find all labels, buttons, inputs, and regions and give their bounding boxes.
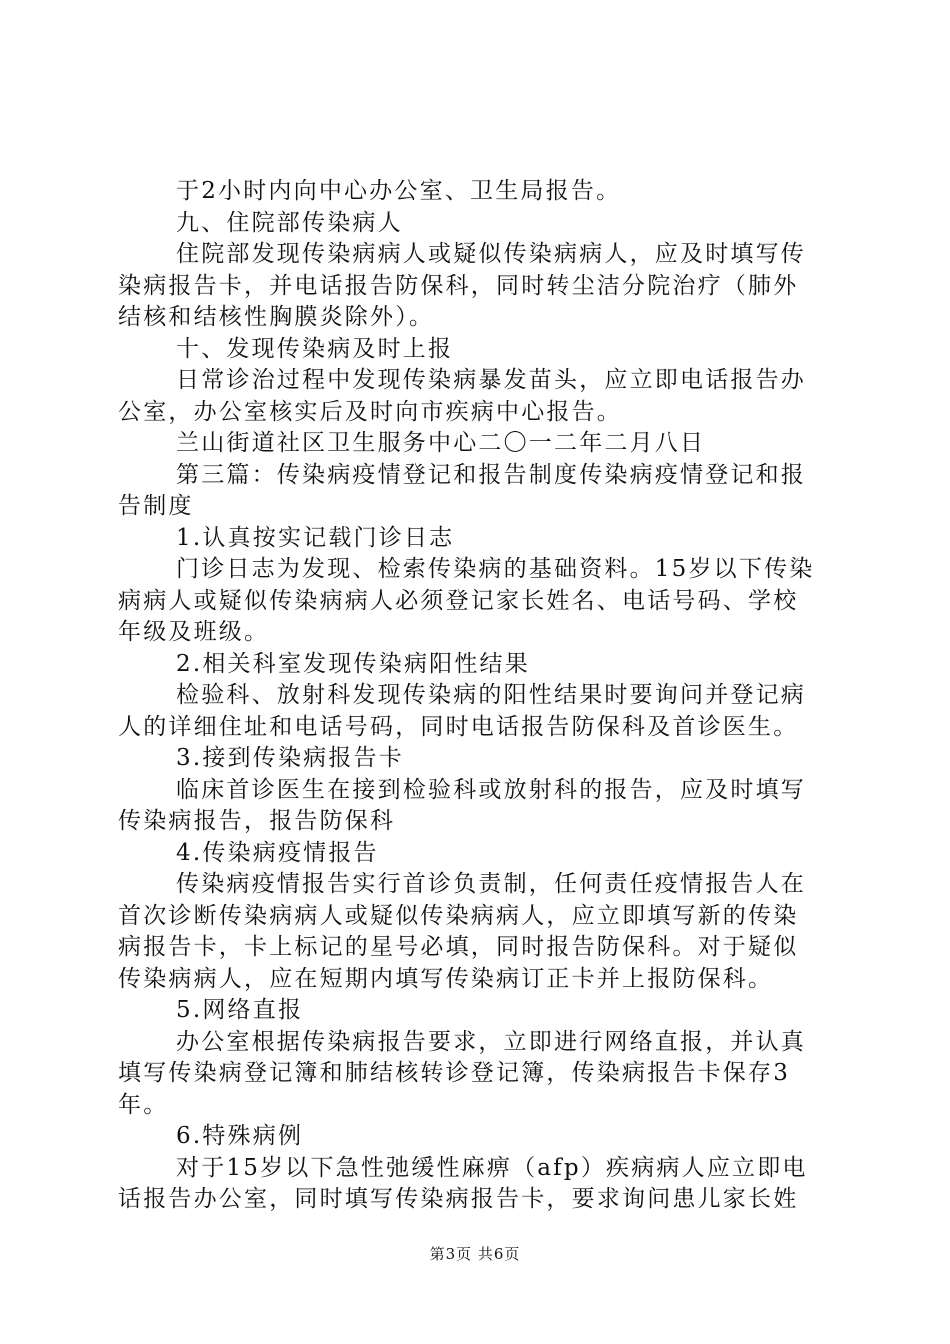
- text-line: 传染病疫情报告实行首诊负责制，任何责任疫情报告人在: [176, 871, 806, 897]
- text-line: 年级及班级。: [118, 619, 270, 645]
- text-line: 公室，办公室核实后及时向市疾病中心报告。: [118, 398, 622, 425]
- text-line: 5.网络直报: [176, 997, 304, 1023]
- text-line: 于2小时内向中心办公室、卫生局报告。: [176, 178, 622, 204]
- text-line: 临床首诊医生在接到检验科或放射科的报告，应及时填写: [176, 776, 806, 803]
- text-line: 门诊日志为发现、检索传染病的基础资料。15岁以下传染: [176, 556, 815, 582]
- text-line: 对于15岁以下急性弛缓性麻痹（afp）疾病病人应立即电: [176, 1154, 808, 1181]
- text-line: 年。: [118, 1091, 169, 1118]
- text-line: 检验科、放射科发现传染病的阳性结果时要询问并登记病: [176, 682, 806, 708]
- text-line: 告制度: [118, 493, 194, 519]
- text-line: 填写传染病登记簿和肺结核转诊登记簿，传染病报告卡保存3: [118, 1060, 791, 1086]
- document-body: [118, 176, 832, 1216]
- page-footer: 第3页 共6页: [429, 1245, 521, 1263]
- text-line: 3.接到传染病报告卡: [176, 745, 404, 771]
- text-line: 2.相关科室发现传染病阳性结果: [176, 650, 530, 677]
- text-line: 首次诊断传染病病人或疑似传染病病人，应立即填写新的传染: [118, 902, 799, 929]
- text-line: 传染病报告，报告防保科: [118, 808, 396, 834]
- text-line: 人的详细住址和电话号码，同时电话报告防保科及首诊医生。: [118, 713, 799, 740]
- text-line: 日常诊治过程中发现传染病暴发苗头，应立即电话报告办: [176, 367, 806, 393]
- text-line: 1.认真按实记载门诊日志: [176, 524, 455, 551]
- text-line: 病病人或疑似传染病病人必须登记家长姓名、电话号码、学校: [118, 587, 799, 614]
- text-line: 6.特殊病例: [176, 1123, 304, 1149]
- text-line: 4.传染病疫情报告: [176, 839, 379, 866]
- text-line: 九、住院部传染病人: [176, 209, 403, 236]
- text-line: 染病报告卡，并电话报告防保科，同时转尘洁分院治疗（肺外: [118, 272, 799, 299]
- text-line: 兰山街道社区卫生服务中心二〇一二年二月八日: [176, 430, 706, 456]
- text-line: 住院部发现传染病病人或疑似传染病病人，应及时填写传: [176, 241, 806, 267]
- text-line: 结核和结核性胸膜炎除外）。: [118, 304, 435, 330]
- text-line: 病报告卡，卡上标记的星号必填，同时报告防保科。对于疑似: [118, 934, 799, 960]
- text-line: 十、发现传染病及时上报: [176, 335, 454, 362]
- text-line: 传染病病人，应在短期内填写传染病订正卡并上报防保科。: [118, 965, 774, 992]
- text-line: 话报告办公室，同时填写传染病报告卡，要求询问患儿家长姓: [118, 1186, 799, 1212]
- text-line: 办公室根据传染病报告要求，立即进行网络直报，并认真: [176, 1028, 806, 1055]
- text-line: 第三篇：传染病疫情登记和报告制度传染病疫情登记和报: [176, 461, 806, 488]
